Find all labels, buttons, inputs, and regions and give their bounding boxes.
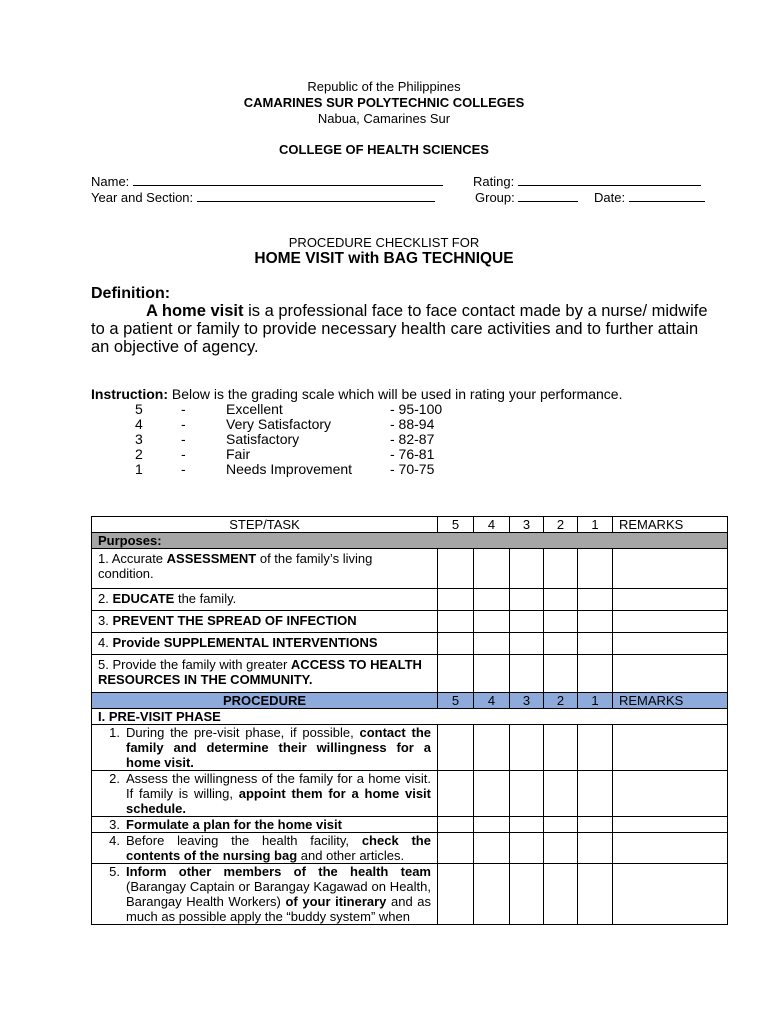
purpose-text <box>92 633 438 655</box>
step-body <box>126 725 431 770</box>
step-number: 1. <box>109 725 120 740</box>
score-cell[interactable] <box>510 655 544 693</box>
step-text <box>98 771 431 816</box>
purpose-row <box>92 611 728 633</box>
score-cell[interactable] <box>510 771 544 817</box>
score-cell[interactable] <box>578 725 613 771</box>
score-cell[interactable] <box>474 864 510 925</box>
purpose-prefix: 1. Accurate <box>98 551 167 566</box>
purpose-keyword: Provide SUPPLEMENTAL INTERVENTIONS <box>112 635 378 650</box>
group-field <box>475 190 578 205</box>
score-cell[interactable] <box>578 771 613 817</box>
phase-label: I. PRE-VISIT PHASE <box>92 709 728 725</box>
score-cell[interactable] <box>544 589 578 611</box>
step-plain: and other articles. <box>297 848 405 863</box>
scale-range: - 82-87 <box>390 431 435 447</box>
procedure-step-row <box>92 725 728 771</box>
score-cell[interactable] <box>544 611 578 633</box>
col-step-task: STEP/TASK <box>92 517 438 533</box>
remarks-cell[interactable] <box>613 611 728 633</box>
procedure-header-row <box>92 693 728 709</box>
score-cell[interactable] <box>510 833 544 864</box>
definition-text <box>91 302 711 356</box>
phase-row <box>92 709 728 725</box>
rating-field <box>473 174 701 189</box>
score-cell[interactable] <box>544 833 578 864</box>
purpose-text <box>92 655 438 693</box>
name-blank[interactable] <box>133 174 443 186</box>
procedure-step-row <box>92 817 728 833</box>
score-cell[interactable] <box>474 771 510 817</box>
step-body <box>126 817 431 832</box>
score-cell[interactable] <box>438 589 474 611</box>
procedure-step-row <box>92 771 728 817</box>
scale-score: 3 <box>135 431 143 447</box>
score-cell[interactable] <box>438 771 474 817</box>
purpose-prefix: 3. <box>98 613 113 628</box>
scale-score: 1 <box>135 461 143 477</box>
school-location: Nabua, Camarines Sur <box>317 111 451 126</box>
remarks-cell[interactable] <box>613 833 728 864</box>
score-cell[interactable] <box>544 771 578 817</box>
score-cell[interactable] <box>544 817 578 833</box>
step-number: 4. <box>109 833 120 848</box>
date-field <box>594 190 705 205</box>
score-cell[interactable] <box>578 589 613 611</box>
step-cell <box>92 771 438 817</box>
score-cell[interactable] <box>474 725 510 771</box>
definition-body: is a professional face to face contact made by a nurse/ midwife to a patient or family to provide necessary health care activities and to further attain an objective of agency. <box>91 302 708 356</box>
purpose-prefix: 5. Provide the family with greater <box>98 657 291 672</box>
year-section-blank[interactable] <box>197 190 435 202</box>
purpose-suffix: the family. <box>174 591 237 606</box>
name-field <box>91 174 443 189</box>
definition-label: Definition: <box>91 285 171 302</box>
scale-dash: - <box>181 416 186 432</box>
remarks-cell[interactable] <box>613 817 728 833</box>
purpose-prefix: 4. <box>98 635 113 650</box>
instruction-label: Instruction: <box>91 386 168 402</box>
score-cell[interactable] <box>438 725 474 771</box>
score-cell[interactable] <box>578 655 613 693</box>
step-cell <box>92 817 438 833</box>
score-cell[interactable] <box>510 611 544 633</box>
table-header-row <box>92 517 728 533</box>
name-label: Name: <box>91 174 130 189</box>
step-emphasis: appoint them for a home visit schedule. <box>126 786 431 816</box>
date-blank[interactable] <box>629 190 705 202</box>
scale-range: - 76-81 <box>390 446 435 462</box>
remarks-cell[interactable] <box>613 771 728 817</box>
scale-label: Fair <box>226 446 251 462</box>
score-cell[interactable] <box>438 655 474 693</box>
purpose-keyword: EDUCATE <box>112 591 175 606</box>
group-blank[interactable] <box>518 190 578 202</box>
score-cell[interactable] <box>438 549 474 589</box>
purpose-text <box>92 589 438 611</box>
remarks-cell[interactable] <box>613 725 728 771</box>
date-label: Date: <box>594 190 626 205</box>
procedure-score-1: 1 <box>578 693 613 709</box>
purposes-section-row <box>92 533 728 549</box>
group-label: Group: <box>475 190 515 205</box>
step-cell <box>92 864 438 925</box>
score-cell[interactable] <box>578 633 613 655</box>
scale-label: Very Satisfactory <box>226 416 332 432</box>
score-cell[interactable] <box>438 611 474 633</box>
step-text <box>98 864 431 924</box>
score-cell[interactable] <box>510 549 544 589</box>
step-number: 3. <box>109 817 120 832</box>
score-cell[interactable] <box>474 817 510 833</box>
definition-term: A home visit <box>146 302 244 320</box>
procedure-score-3: 3 <box>510 693 544 709</box>
step-plain: Assess the willingness of the family for a home visit. If family is willing, <box>126 771 431 801</box>
score-cell[interactable] <box>578 549 613 589</box>
score-cell[interactable] <box>544 655 578 693</box>
scale-label: Needs Improvement <box>226 461 353 477</box>
scale-dash: - <box>181 431 186 447</box>
score-cell[interactable] <box>544 725 578 771</box>
procedure-step-row <box>92 864 728 925</box>
score-cell[interactable] <box>474 549 510 589</box>
score-cell[interactable] <box>544 549 578 589</box>
scale-score: 4 <box>135 416 143 432</box>
procedure-label: PROCEDURE <box>92 693 438 709</box>
col-score-3: 3 <box>510 517 544 533</box>
purpose-row <box>92 589 728 611</box>
purpose-prefix: 2. <box>98 591 113 606</box>
step-cell <box>92 725 438 771</box>
step-emphasis: check the contents of the nursing bag <box>126 833 431 863</box>
step-cell <box>92 833 438 864</box>
step-number: 2. <box>109 771 120 786</box>
step-body <box>126 833 431 863</box>
remarks-cell[interactable] <box>613 655 728 693</box>
purposes-label: Purposes: <box>92 533 728 549</box>
score-cell[interactable] <box>510 725 544 771</box>
checklist-subtitle: PROCEDURE CHECKLIST FOR <box>288 235 480 250</box>
purpose-row <box>92 549 728 589</box>
scale-range: - 70-75 <box>390 461 435 477</box>
step-number: 5. <box>109 864 120 879</box>
score-cell[interactable] <box>474 611 510 633</box>
scale-dash: - <box>181 461 186 477</box>
remarks-cell[interactable] <box>613 549 728 589</box>
scale-dash: - <box>181 446 186 462</box>
step-plain: (Barangay Captain or Barangay Kagawad on Health, Barangay Health Workers) <box>126 879 431 909</box>
step-body <box>126 771 431 816</box>
score-cell[interactable] <box>438 833 474 864</box>
purpose-row <box>92 633 728 655</box>
scale-score: 5 <box>135 401 143 417</box>
col-score-5: 5 <box>438 517 474 533</box>
college-name: COLLEGE OF HEALTH SCIENCES <box>279 142 489 157</box>
step-body <box>126 864 431 924</box>
procedure-score-4: 4 <box>474 693 510 709</box>
rating-label: Rating: <box>473 174 515 189</box>
procedure-score-2: 2 <box>544 693 578 709</box>
col-score-4: 4 <box>474 517 510 533</box>
score-cell[interactable] <box>474 633 510 655</box>
remarks-cell[interactable] <box>613 633 728 655</box>
score-cell[interactable] <box>510 633 544 655</box>
score-cell[interactable] <box>578 611 613 633</box>
score-cell[interactable] <box>510 589 544 611</box>
score-cell[interactable] <box>438 864 474 925</box>
score-cell[interactable] <box>510 864 544 925</box>
score-cell[interactable] <box>438 633 474 655</box>
procedure-score-5: 5 <box>438 693 474 709</box>
step-emphasis: contact the family and determine their willingness for a home visit. <box>126 725 432 770</box>
score-cell[interactable] <box>474 655 510 693</box>
score-cell[interactable] <box>578 864 613 925</box>
score-cell[interactable] <box>544 864 578 925</box>
score-cell[interactable] <box>510 817 544 833</box>
score-cell[interactable] <box>544 633 578 655</box>
purpose-keyword: PREVENT THE SPREAD OF INFECTION <box>112 613 357 628</box>
purpose-keyword: ACCESS TO HEALTH RESOURCES IN THE COMMUNITY. <box>98 657 422 687</box>
year-section-label: Year and Section: <box>91 190 194 205</box>
checklist-title: HOME VISIT with BAG TECHNIQUE <box>254 250 514 267</box>
scale-score: 2 <box>135 446 143 462</box>
scale-range: - 88-94 <box>390 416 435 432</box>
purpose-text <box>92 549 438 589</box>
remarks-cell[interactable] <box>613 864 728 925</box>
scale-range: - 95-100 <box>390 401 443 417</box>
rating-blank[interactable] <box>518 174 701 186</box>
scale-dash: - <box>181 401 186 417</box>
col-score-2: 2 <box>544 517 578 533</box>
procedure-remarks: REMARKS <box>613 693 728 709</box>
year-section-field <box>91 190 435 205</box>
school-name: CAMARINES SUR POLYTECHNIC COLLEGES <box>243 95 525 110</box>
step-plain: and as much as possible apply the “buddy system” when <box>126 894 432 924</box>
score-cell[interactable] <box>438 817 474 833</box>
score-cell[interactable] <box>474 833 510 864</box>
purpose-suffix: of the family’s living condition. <box>98 551 373 581</box>
procedure-step-row <box>92 833 728 864</box>
step-plain: During the pre-visit phase, if possible, <box>126 725 360 740</box>
purpose-row <box>92 655 728 693</box>
checklist-table <box>91 516 728 925</box>
step-emphasis: of your itinerary <box>285 894 387 909</box>
instruction-text: Below is the grading scale which will be used in rating your performance. <box>168 386 623 402</box>
scale-label: Satisfactory <box>226 431 300 447</box>
step-text <box>98 833 431 863</box>
col-remarks: REMARKS <box>613 517 728 533</box>
step-plain: Before leaving the health facility, <box>126 833 362 848</box>
score-cell[interactable] <box>578 833 613 864</box>
remarks-cell[interactable] <box>613 589 728 611</box>
republic-line: Republic of the Philippines <box>307 79 461 94</box>
purpose-text <box>92 611 438 633</box>
scale-label: Excellent <box>226 401 283 417</box>
step-emphasis: Formulate a plan for the home visit <box>126 817 342 832</box>
step-text <box>98 725 431 770</box>
step-emphasis: Inform other members of the health team <box>126 864 431 879</box>
instruction <box>91 386 622 402</box>
purpose-keyword: ASSESSMENT <box>166 551 257 566</box>
col-score-1: 1 <box>578 517 613 533</box>
score-cell[interactable] <box>474 589 510 611</box>
score-cell[interactable] <box>578 817 613 833</box>
step-text <box>98 817 431 832</box>
